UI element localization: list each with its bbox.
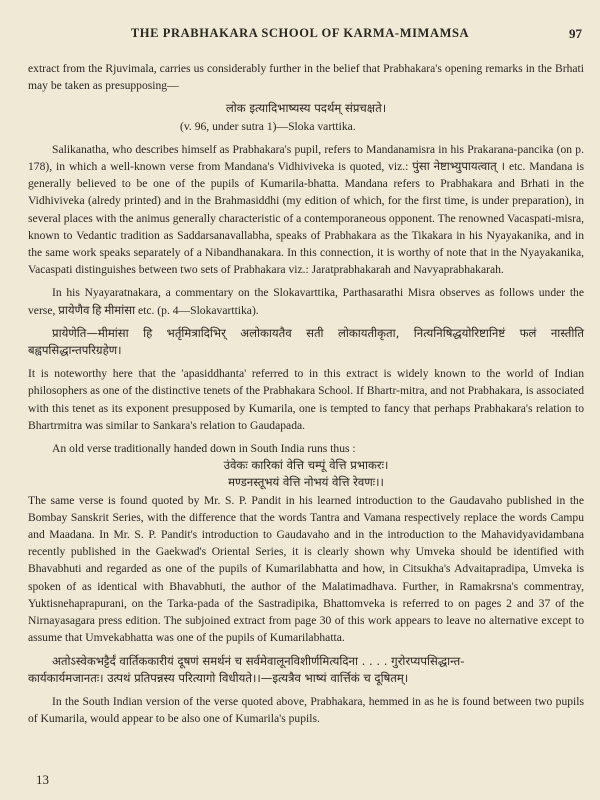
paragraph-7: In the South Indian version of the verse quoted above, Prabhakara, hemmed in as he is found between two pupils of Kumarila, would appear to be also one of Kumarila's pupils. [28,694,584,726]
sanskrit-quote-4-line-1: अतोऽस्वेकभट्टैर्दं वार्तिककारीयं दूषणं समर्थनं च सर्वमेवालूनविशीर्णमित्यदिना . . . . गुरोरप्यपसिद्धान्त- [52,653,465,668]
paragraph-1: extract from the Rjuvimala, carries us considerably further in the belief that Prabhakara's opening remarks in the Brhati may be taken as presupposing— [28,62,584,93]
running-header: THE PRABHAKARA SCHOOL OF KARMA-MIMAMSA [130,26,470,40]
paragraph-5: An old verse traditionally handed down in South India runs thus : [52,442,356,456]
paragraph-6: The same verse is found quoted by Mr. S. P. Pandit in his learned introduction to the Gaudavaho published in the Bombay Sanskrit Series, with the difference that the words Tantra and Vamana respectively replace the words Campu and Maadana. In Mr. S. P. Pandit's introduction to Gaudavaho and in the introduction to the Mahavidyavidambana recently published in the Gaekwad's Oriental Series, it is clearly shown why Umveka should be identified with Bhavabhuti and regarded as one of the pupils of Kumarilabhatta and how, in Citsukha's Advaitapradipa, Umveka is spoken of as identical with Bhavabhuti, the author of the Malatimadhava. Further, in Ramakrsna's commentray, Yuktisnehaprapurani, on the Tarka-pada of the Sastradipika, Bhattomveka is referred to on pages 2 and 37 of the Nirnayasagara press edition. The subjoined extract from page 30 of this work appears to leave no alternative except to assume that Umvekabhatta was one of the pupils of Kumarilabhatta. [28,493,584,645]
paragraph-2: Salikanatha, who describes himself as Prabhakara's pupil, refers to Mandanamisra in his Prakarana-pancika (on p. 178), in which a well-known verse from Mandana's Vidhiviveka is quoted, viz.: पुंसा नेष्टाभ्युपायत्वात् । etc. Mandana is generally believed to be one of the pupils of Kumarila-bhatta. Mandana refers to Prabhakara and Brhati in the Vidhiviveka (alredy printed) and in the Brahmasiddhi (my edition of which, for the first time, is under preparation), in several places with the animus generally characteristic of a contemporaneous opponent. The renowned Vacaspati-misra, known to Vedantic tradition as Saddarsanavallabha, speaks of Prabhakara as the Tikakara in his Nyayakanika, and in the same work speaks separately of a Nibandhanakara. In this connection, it is worthy of note that in the Nyayakanika, Vacaspati distinguishes between two sets of Prabhakara viz.: Jaratprabhakarah and Navyaprabhakarah. [28,142,584,277]
page-number: 97 [569,26,582,41]
sanskrit-verse-line-1: उंवेकः कारिकां वेत्ति चम्पूं वेत्ति प्रभाकरः। [223,458,389,473]
citation-1: (v. 96, under sutra 1)—Sloka varttika. [180,119,356,133]
sanskrit-verse-line-2: मण्डनस्तूभयं वेत्ति नोभयं वेत्ति रेवणः।। [228,475,384,490]
page-body [28,60,584,727]
sanskrit-quote-1: लोक इत्यादिभाष्यस्य पदर्थम् संप्रचक्षते। [225,101,387,116]
sanskrit-quote-2: प्रायेणेति—मीमांसा हि भर्तृमित्रादिभिर् अलोकायतैव सती लोकायतीकृता, नित्यनिषिद्धयोरिष्टानिष्टं फलं नास्तीति बह्वपसिद्धान्तपरिग्रहेण। [28,325,584,358]
folio-number: 13 [36,772,49,787]
paragraph-4: It is noteworthy here that the 'apasiddhanta' referred to in this extract is widely known to the world of Indian philosophers as one of the distinctive tenets of the Prabhakara School. If Bhartr-mitra, and not Prabhakara, is associated with this tenet as its exponent presupposed by Kumarila, one is tempted to fancy that perhaps Prabhakara's relation to Bhartrmitra was similar to Sankara's relation to Gaudapada. [28,367,584,432]
paragraph-3: In his Nyayaratnakara, a commentary on the Slokavarttika, Parthasarathi Misra observes as follows under the verse, प्रायेणैव हि मीमांसा etc. (p. 4—Slokavarttika). [28,286,584,317]
sanskrit-quote-4-line-2: कार्यकार्यमजानतः। उत्पथं प्रतिपन्नस्य परित्यागो विधीयते।।—इत्यत्रैव भाष्यं वार्त्तिकं च दूषितम्। [28,670,409,685]
